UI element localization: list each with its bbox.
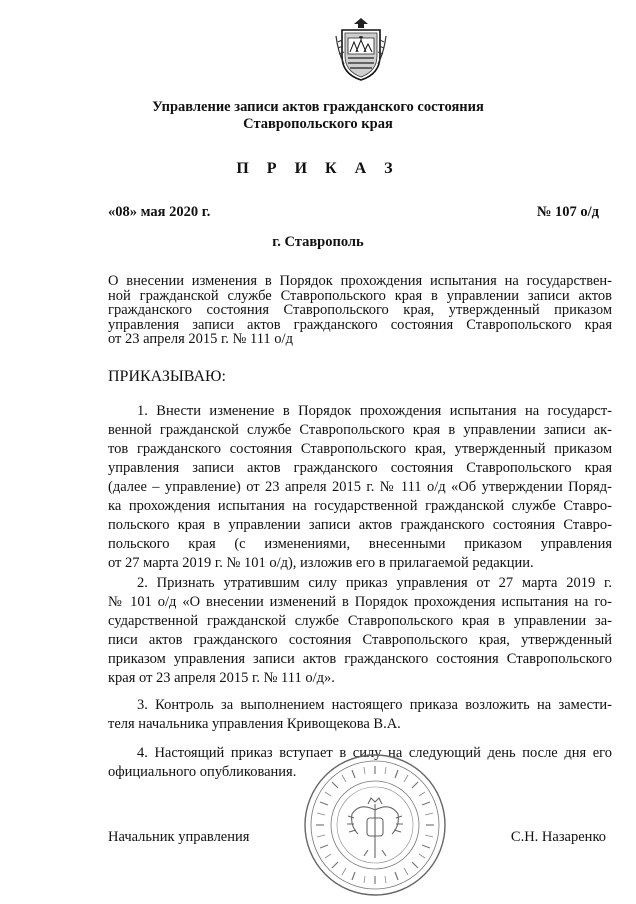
signatory-name: С.Н. Назаренко xyxy=(510,829,606,845)
paragraph-line: польского края в управлении записи актов гражданского состояния Ставро- xyxy=(108,517,612,533)
paragraph-line: сударственной гражданской службе Ставропольского края в управлении за- xyxy=(108,613,612,629)
paragraph-line: управления записи актов гражданского состояния Ставропольского края xyxy=(108,460,612,476)
paragraph-line: венной гражданской службе Ставропольского края в управлении записи ак- xyxy=(108,422,612,438)
paragraph-1 xyxy=(108,402,612,573)
document-date: «08» мая 2020 г. xyxy=(108,204,211,220)
signatory-position: Начальник управления xyxy=(108,829,250,845)
document-number: № 107 о/д xyxy=(536,204,599,220)
paragraph-line: 4. Настоящий приказ вступает в силу на следующий день после дня его xyxy=(137,745,612,761)
subject-line: управления записи актов гражданского состояния Ставропольского края xyxy=(108,317,612,332)
organization-name-line2: Ставропольского края xyxy=(243,116,393,132)
subject-line: О внесении изменения в Порядок прохождения испытания на государствен- xyxy=(108,274,612,289)
paragraph-line: польского края (с изменениями, внесенными приказом управления xyxy=(108,536,612,552)
paragraph-line: 3. Контроль за выполнением настоящего приказа возложить на замести- xyxy=(137,697,612,713)
official-seal-stamp xyxy=(302,752,448,898)
paragraph-line: ка прохождения испытания на государственной гражданской службе Ставро- xyxy=(108,498,612,514)
document-title: П Р И К А З xyxy=(236,160,400,177)
paragraph-line: (далее – управление) от 23 апреля 2015 г. № 111 о/д «Об утверждении Поряд- xyxy=(108,479,612,495)
paragraph-line: края от 23 апреля 2015 г. № 111 о/д». xyxy=(108,670,335,686)
document-city: г. Ставрополь xyxy=(272,234,364,250)
paragraph-line: писи актов гражданского состояния Ставропольского края, утвержденный xyxy=(108,632,612,648)
subject-line: гражданского состояния Ставропольского края, утвержденный приказом xyxy=(108,303,612,318)
paragraph-line: приказом управления записи актов гражданского состояния Ставропольского xyxy=(108,651,612,667)
paragraph-2 xyxy=(108,574,612,688)
subject-line: от 23 апреля 2015 г. № 111 о/д xyxy=(108,332,293,347)
organization-name-line1: Управление записи актов гражданского состояния xyxy=(152,99,484,115)
paragraph-line: № 101 о/д «О внесении изменений в Порядок прохождения испытания на го- xyxy=(108,594,612,610)
paragraph-line: 2. Признать утратившим силу приказ управления от 27 марта 2019 г. xyxy=(137,575,612,591)
paragraph-line: от 27 марта 2019 г. № 101 о/д), изложив его в прилагаемой редакции. xyxy=(108,555,534,571)
subject-line: ной гражданской службе Ставропольского края в управлении записи актов xyxy=(108,288,612,303)
paragraph-line: тов гражданского состояния Ставропольского края, утвержденный приказом xyxy=(108,441,612,457)
paragraph-3 xyxy=(108,696,612,734)
paragraph-line: теля начальника управления Кривощекова В.А. xyxy=(108,716,401,732)
document-subject xyxy=(108,274,612,347)
coat-of-arms-emblem xyxy=(334,16,388,82)
paragraph-line: официального опубликования. xyxy=(108,764,297,780)
order-heading: ПРИКАЗЫВАЮ: xyxy=(108,368,226,385)
paragraph-line: 1. Внести изменение в Порядок прохождения испытания на государст- xyxy=(137,403,612,419)
